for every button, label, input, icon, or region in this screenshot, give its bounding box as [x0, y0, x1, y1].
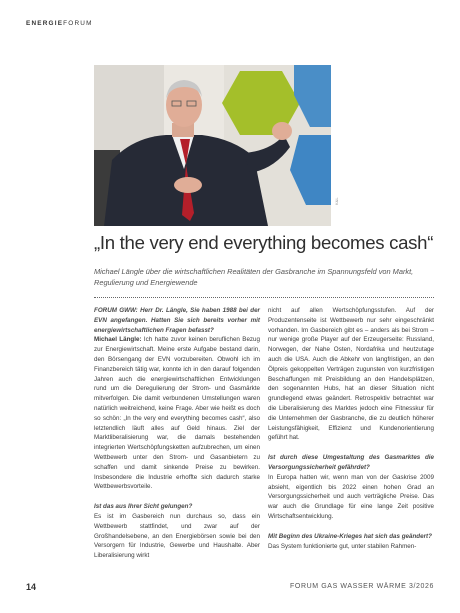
page-number: 14	[26, 582, 37, 592]
header-brand: ENERGIE	[26, 20, 64, 27]
question-1: FORUM GWW: Herr Dr. Längle, Sie haben 1988 bei der EVN angefangen. Hatten Sie sich bereits vorher mit energiewirtschaftlichen Fragen befasst?	[94, 307, 260, 334]
answer-2-part-2: nicht auf allen Wertschöpfungsstufen. Auf der Produzentenseite ist Wettbewerb nur sehr eingeschränkt vorhanden. Im Gasbereich gibt es – anders als bei Strom – nur wenige große Player auf der Erzeugerseite: Russland, Norwegen, der Nahe Osten, Nordafrika und heutzutage auch die USA. Auch die Abkehr von langfristigen, an den Ölpreis gekoppelten Verträgen zugunsten von kurzfristigen Beschaffungen mit Preisbildung an den Handelsplätzen, den sogenannten Hubs, hat an dieser Situation nicht grundlegend etwas geändert. Retrospektiv betrachtet war die Liberalisierung des Marktes jedoch eine Fitnesskur für die Unternehmen der Gasbranche, die zu deutlich höherer Leistungsfähigkeit, Effizienz und Kundenorientierung geführt hat.	[268, 307, 434, 442]
answer-speaker: Michael Längle:	[94, 336, 142, 344]
section-header	[26, 20, 93, 27]
dotted-divider	[94, 297, 434, 298]
photo-credit: K&L	[334, 197, 339, 205]
interview-photo	[94, 65, 331, 226]
header-section: FORUM	[63, 20, 93, 27]
answer-1-text: Ich hatte zuvor keinen beruflichen Bezug zur Energiewirtschaft. Meine erste Aufgabe bestand darin, den Börsengang der EVN vorzubereiten. Obwohl ich im Finanzbereich tätig war, konnte ich in den darauf folgenden Jahren auch die energiewirtschaftlichen Entwicklungen rund um die Deregulierung der Strom- und Gasmärkte mitverfolgen. Die damit verbundenen Umstellungen waren natürlich weitreichend, keine Frage. Aber wie heißt es doch so schön: „In the very end everything becomes cash“, also letztendlich läuft alles auf Geld hinaus. Ziel der Marktliberalisierung war, die damals bestehenden integrierten Wertschöpfungsketten aufzubrechen, um einen Wettbewerb unter den Strom- und Gasanbietern zu schaffen und damit sinkende Preise zu bewirken. Insbesondere die Industrie erhoffte sich dadurch starke Wettbewerbsvorteile.	[94, 336, 261, 491]
question-3: Ist durch diese Umgestaltung des Gasmarktes die Versorgungssicherheit gefährdet?	[268, 454, 434, 471]
answer-3: In Europa hatten wir, wenn man von der Gaskrise 2009 absieht, eigentlich bis 2022 einen hohen Grad an Versorgungssicherheit und auch verträgliche Preise. Das war auch die Grundlage für eine lange Zeit positive Wirtschaftsentwicklung.	[268, 473, 434, 520]
text-column-right	[268, 306, 434, 551]
magazine-issue: FORUM GAS WASSER WÄRME 3/2026	[290, 583, 434, 590]
question-2: Ist das aus Ihrer Sicht gelungen?	[94, 503, 193, 511]
text-column-left	[94, 306, 260, 561]
article-subtitle: Michael Längle über die wirtschaftlichen Realitäten der Gasbranche im Spannungsfeld von Markt, Regulierung und Energiewende	[94, 267, 414, 287]
answer-1	[94, 335, 260, 492]
question-4: Mit Beginn des Ukraine-Krieges hat sich das geändert?	[268, 532, 432, 540]
article-title: „In the very end everything becomes cash“	[94, 232, 434, 253]
portrait-illustration	[94, 65, 331, 226]
answer-2-part-1: Es ist im Gasbereich nun durchaus so, dass ein Wettbewerb stattfindet, und zwar auf der Großhandelsebene, an den Energiebörsen sowie bei den Versorgern für Industrie, Gewerbe und Haushalte. Aber Liberalisierung wirkt	[94, 512, 260, 560]
answer-4: Das System funktionierte gut, unter stabilen Rahmen-	[268, 542, 417, 550]
